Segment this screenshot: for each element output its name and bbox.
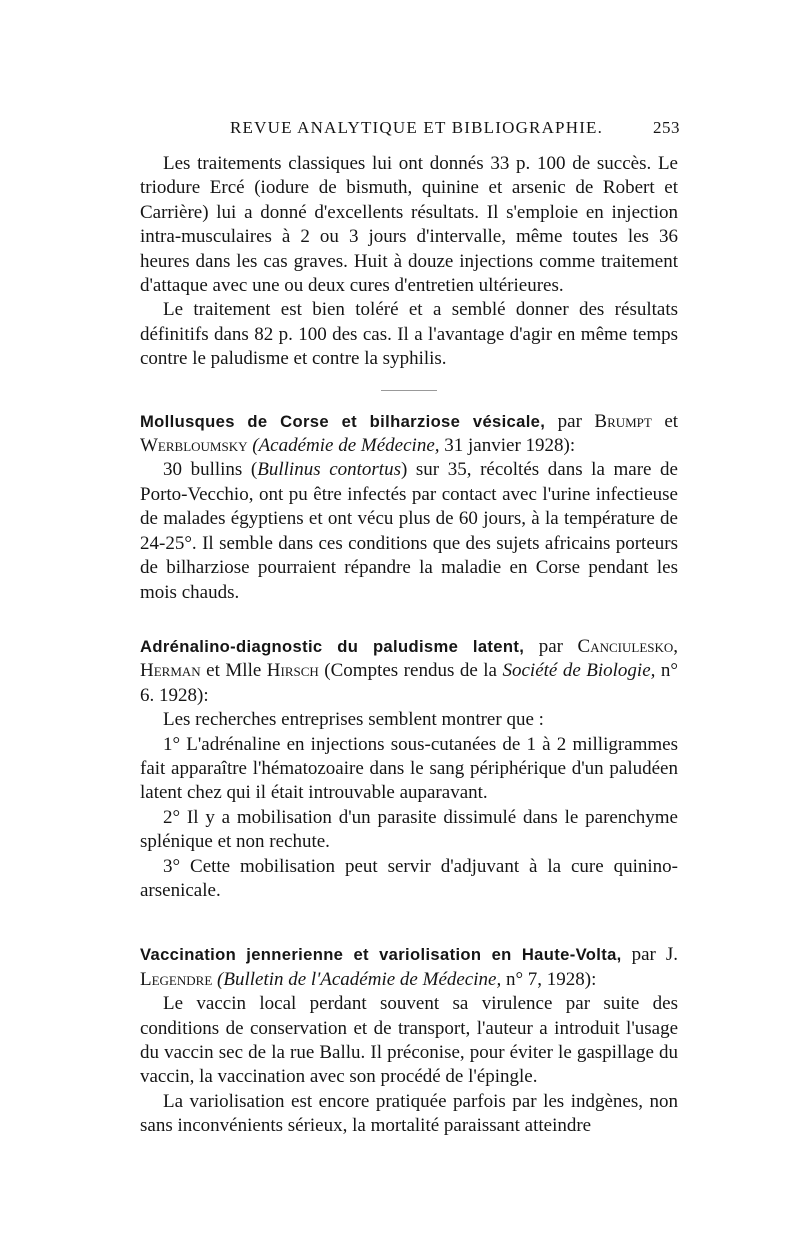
by-label: par xyxy=(538,635,564,657)
article-title: Adrénalino-diagnostic du paludisme latent, xyxy=(140,636,525,656)
text-run: 30 bullins ( xyxy=(163,459,258,481)
article-source: (Académie de Médecine, xyxy=(252,435,440,457)
source-issue: n° 6. 1928): xyxy=(140,660,679,706)
author-name: Hirsch xyxy=(266,660,319,682)
author-name: Brumpt xyxy=(594,410,652,432)
intro-paragraph-1: Les traitements classiques lui ont donnés 33 p. 100 de succès. Le triodure Ercé (iodure de bismuth, quinine et arsenic de Robert et Carrière) lui a donné d'excellents résultats. Il s'emploie en injection intra-musculaires à 2 ou 3 jours d'intervalle, même toutes les 36 heures dans les cas graves. Huit à douze injections comme traitement d'attaque avec une ou deux cures d'entretien ultérieures. xyxy=(140,153,678,297)
finding-1: 1° L'adrénaline en injections sous-cutanées de 1 à 2 milligrammes fait apparaître l'hématozoaire dans le sang périphérique d'un paludéen latent chez qui il était introuvable auparavant. xyxy=(140,733,678,804)
article-title: Mollusques de Corse et bilharziose vésicale, xyxy=(140,411,546,431)
by-label: par J. xyxy=(631,944,678,966)
lead-paragraph: Les recherches entreprises semblent montrer que : xyxy=(163,709,544,731)
article-heading xyxy=(140,943,678,992)
running-title: REVUE ANALYTIQUE ET BIBLIOGRAPHIE. xyxy=(230,118,604,137)
article-vaccination xyxy=(140,943,678,1138)
article-mollusques xyxy=(140,410,678,605)
source-prefix: (Comptes rendus de la xyxy=(324,660,497,682)
article-source: (Bulletin de l'Académie de Médecine, xyxy=(217,968,502,990)
section-divider xyxy=(381,390,437,391)
author-name: Canciulesko, xyxy=(577,635,679,657)
author-name: Legendre xyxy=(140,968,213,990)
article-title: Vaccination jennerienne et variolisation en Haute-Volta, xyxy=(140,945,622,965)
author-name: Werbloumsky xyxy=(140,435,248,457)
article-heading xyxy=(140,410,678,459)
article-paragraph xyxy=(140,458,678,604)
by-label: par xyxy=(557,410,582,432)
article-date: 31 janvier 1928): xyxy=(444,435,576,457)
author-name: Herman xyxy=(140,660,201,682)
article-heading xyxy=(140,635,678,708)
and-label: et xyxy=(664,410,679,432)
finding-3: 3° Cette mobilisation peut servir d'adjuvant à la cure quinino-arsenicale. xyxy=(140,855,678,901)
page-number: 253 xyxy=(653,118,680,137)
title-abbreviation: Mlle xyxy=(225,660,262,682)
species-name: Bullinus contortus xyxy=(257,459,401,481)
article-adrenalino xyxy=(140,635,678,903)
finding-2: 2° Il y a mobilisation d'un parasite dissimulé dans le parenchyme splénique et non rechute. xyxy=(140,806,678,853)
article-date: n° 7, 1928): xyxy=(505,968,597,990)
intro-paragraph-2: Le traitement est bien toléré et a semblé donner des résultats définitifs dans 82 p. 100 des cas. Il a l'avantage d'agir en même temps contre le paludisme et contre la syphilis. xyxy=(140,299,678,370)
article-paragraph-1: Le vaccin local perdant souvent sa virulence par suite des conditions de conservation et de transport, l'auteur a introduit l'usage du vaccin sec de la rue Ballu. Il préconise, pour éviter le gaspillage du vaccin, la vaccination avec son procédé de l'épingle. xyxy=(140,993,678,1088)
and-label: et xyxy=(206,660,220,682)
article-paragraph-2: La variolisation est encore pratiquée parfois par les indgènes, non sans inconvénients sérieux, la mortalité paraissant atteindre xyxy=(140,1090,678,1137)
page-body xyxy=(140,152,678,1139)
source-journal: Société de Biologie, xyxy=(502,660,656,682)
text-run: ) sur 35, récoltés dans la mare de Porto-Vecchio, ont pu être infectés par contact avec l'urine infectieuse de malades égyptiens et ont vécu plus de 60 jours, à la température de 24-25°. Il semble dans ces conditions que des sujets africains porteurs de bilharziose pourraient répandre la maladie en Corse pendant les mois chauds. xyxy=(140,459,678,603)
